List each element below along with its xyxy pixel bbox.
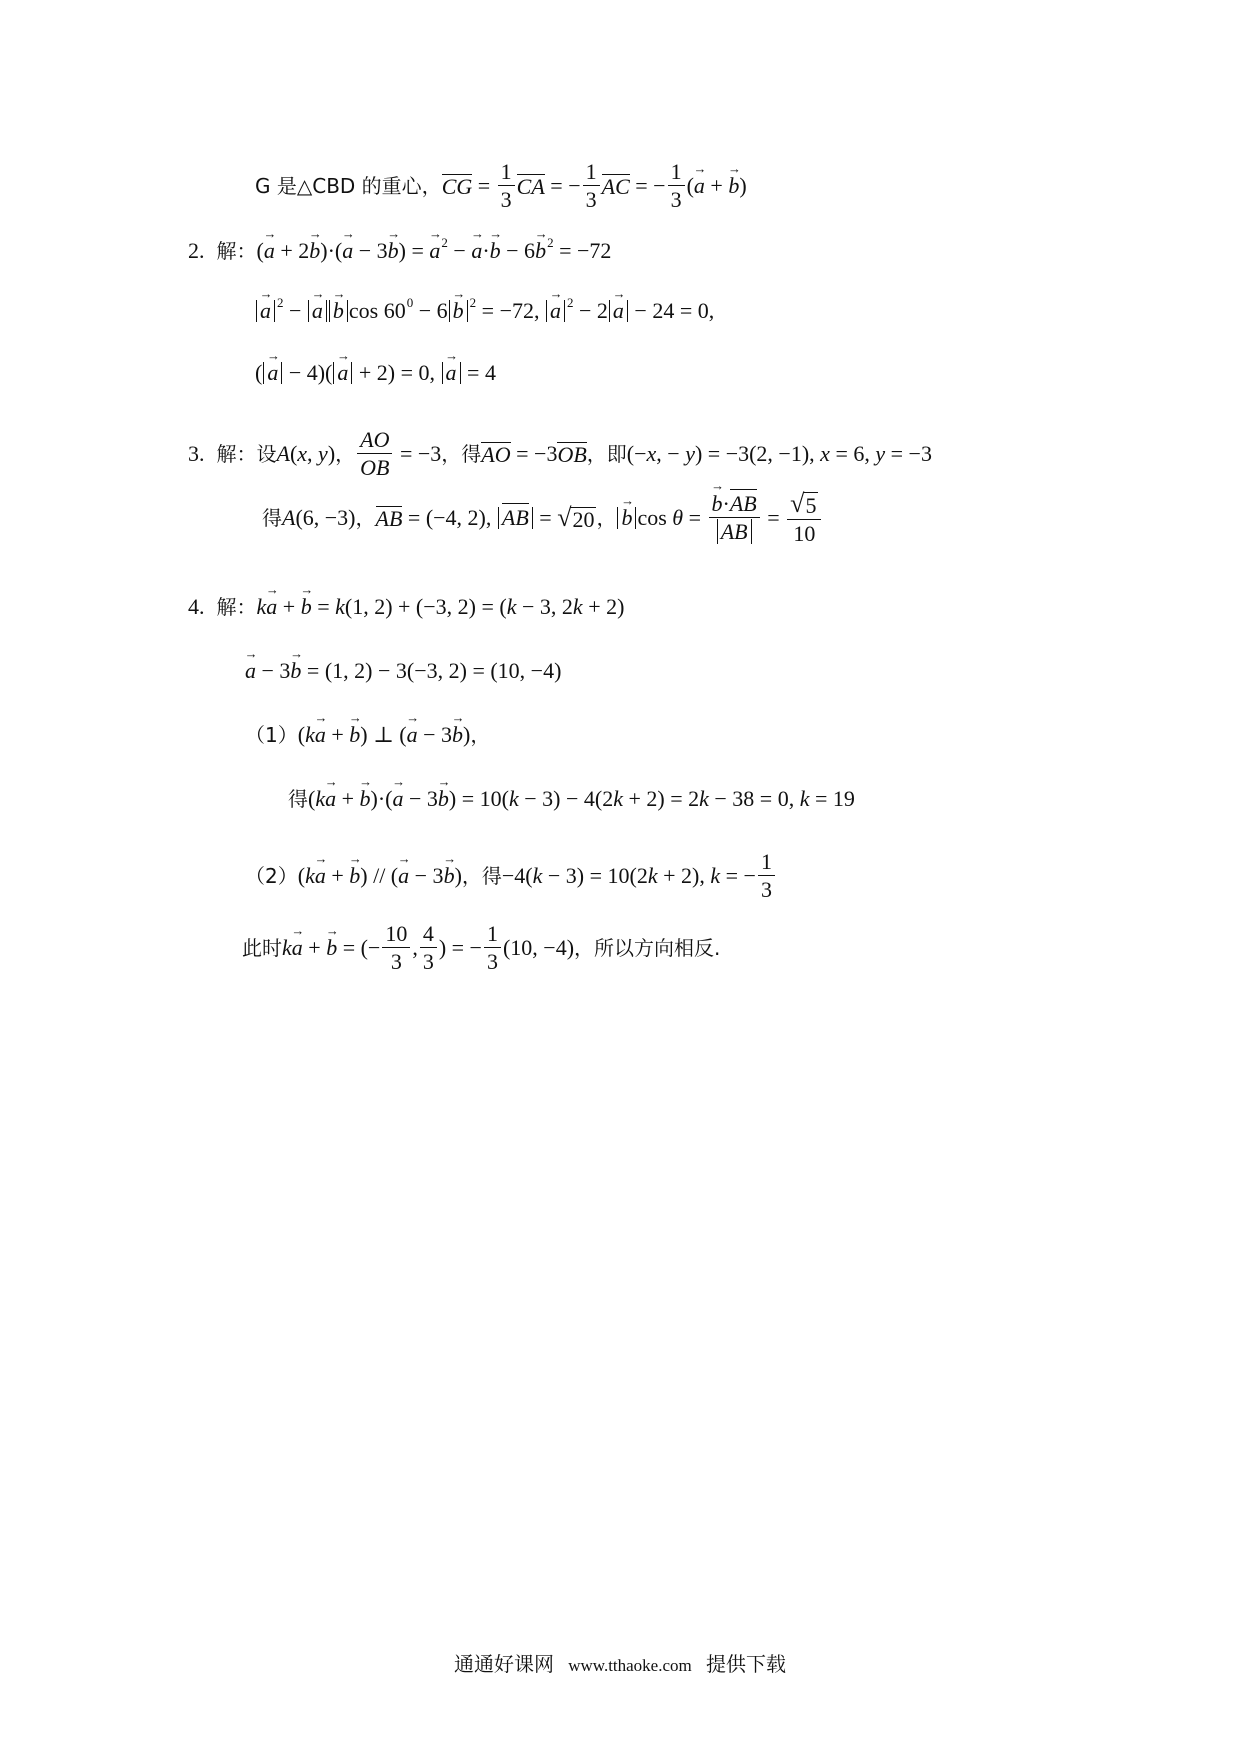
ratio-ao-ob: $\frac{AO}{OB}$ [357, 428, 392, 479]
vector-cg: CG [441, 173, 473, 199]
problem-4-conclusion: 此时 k → a + → b = (− $\frac{10}{3}$ , $\frac{4}{3}$ ) = − $\frac{1}{3}$ (10, −4) ，所以方向相反. [242, 922, 720, 973]
page-footer [0, 1648, 1240, 1677]
problem-4-label: 解： [216, 595, 257, 619]
footer-action: 提供下载 [706, 1652, 787, 1676]
problem-4-part-1: （1） ( k → a + → b ) ⊥ ( → a − 3 → b ) ， [245, 724, 490, 746]
centroid-label: G 是△CBD 的重心， [255, 173, 442, 198]
problem-2-line-2: → a 2 − → a → b cos 60 0 − 6 → b 2 = −72, → a 2 − 2 → a − 24 = 0, [255, 300, 714, 322]
problem-2-label: 解： [216, 239, 257, 263]
problem-4-line-1: 4. 解： k → a + → b = k (1, 2) + (−3, 2) = ( k − 3, 2 k + 2) [188, 596, 624, 618]
frac-1-3: $\frac{1}{3}$ [498, 160, 515, 211]
problem-2-line-3: ( → a − 4)( → a + 2) = 0, → a = 4 [255, 362, 496, 384]
centroid-line: G 是△CBD 的重心， CG = $\frac{1}{3}$ CA = − $\frac{1}{3}$ AC = − $\frac{1}{3}$ ( → a + → b ) [255, 160, 747, 211]
problem-3-number: 3. [188, 440, 205, 466]
footer-site: 通通好课网 [453, 1652, 554, 1676]
problem-4-part-2: （2） ( k → a + → b ) // ( → a − 3 → b ) ，得 −4( k − 3) = 10(2 k + 2), k = − $\frac{1}{3}$ [245, 850, 777, 901]
problem-4-part-1-result: 得 ( k → a + → b )·( → a − 3 → b ) = 10( k − 3) − 4(2 k + 2) = 2 k − 38 = 0, k = 19 [288, 788, 855, 810]
problem-2-number: 2. [188, 238, 205, 263]
problem-3-label: 解：设 [216, 441, 277, 466]
problem-4-line-2: → a − 3 → b = (1, 2) − 3(−3, 2) = (10, −4) [245, 660, 561, 682]
problem-3-line-2: 得 A (6, −3) ， AB = (−4, 2), AB = √ 20 ， → b cos θ = → $\frac{b\cdot AB}{AB}$ = √ 5 10 [262, 490, 823, 545]
problem-4-number: 4. [188, 594, 205, 619]
problem-2-line-1: 2. 解： ( → a + 2 → b )·( → a − 3 → b ) = → a 2 − → a · → b − 6 → b 2 = −72 [188, 240, 611, 262]
problem-3-line-1: 3. 解：设 A ( x , y ) ， $\frac{AO}{OB}$ = −3 ，得 AO = −3 OB ，即 (− x , − y ) = −3(2, −1), x = 6, y = −3 [188, 427, 932, 481]
footer-url[interactable]: www.tthaoke.com [568, 1656, 692, 1675]
